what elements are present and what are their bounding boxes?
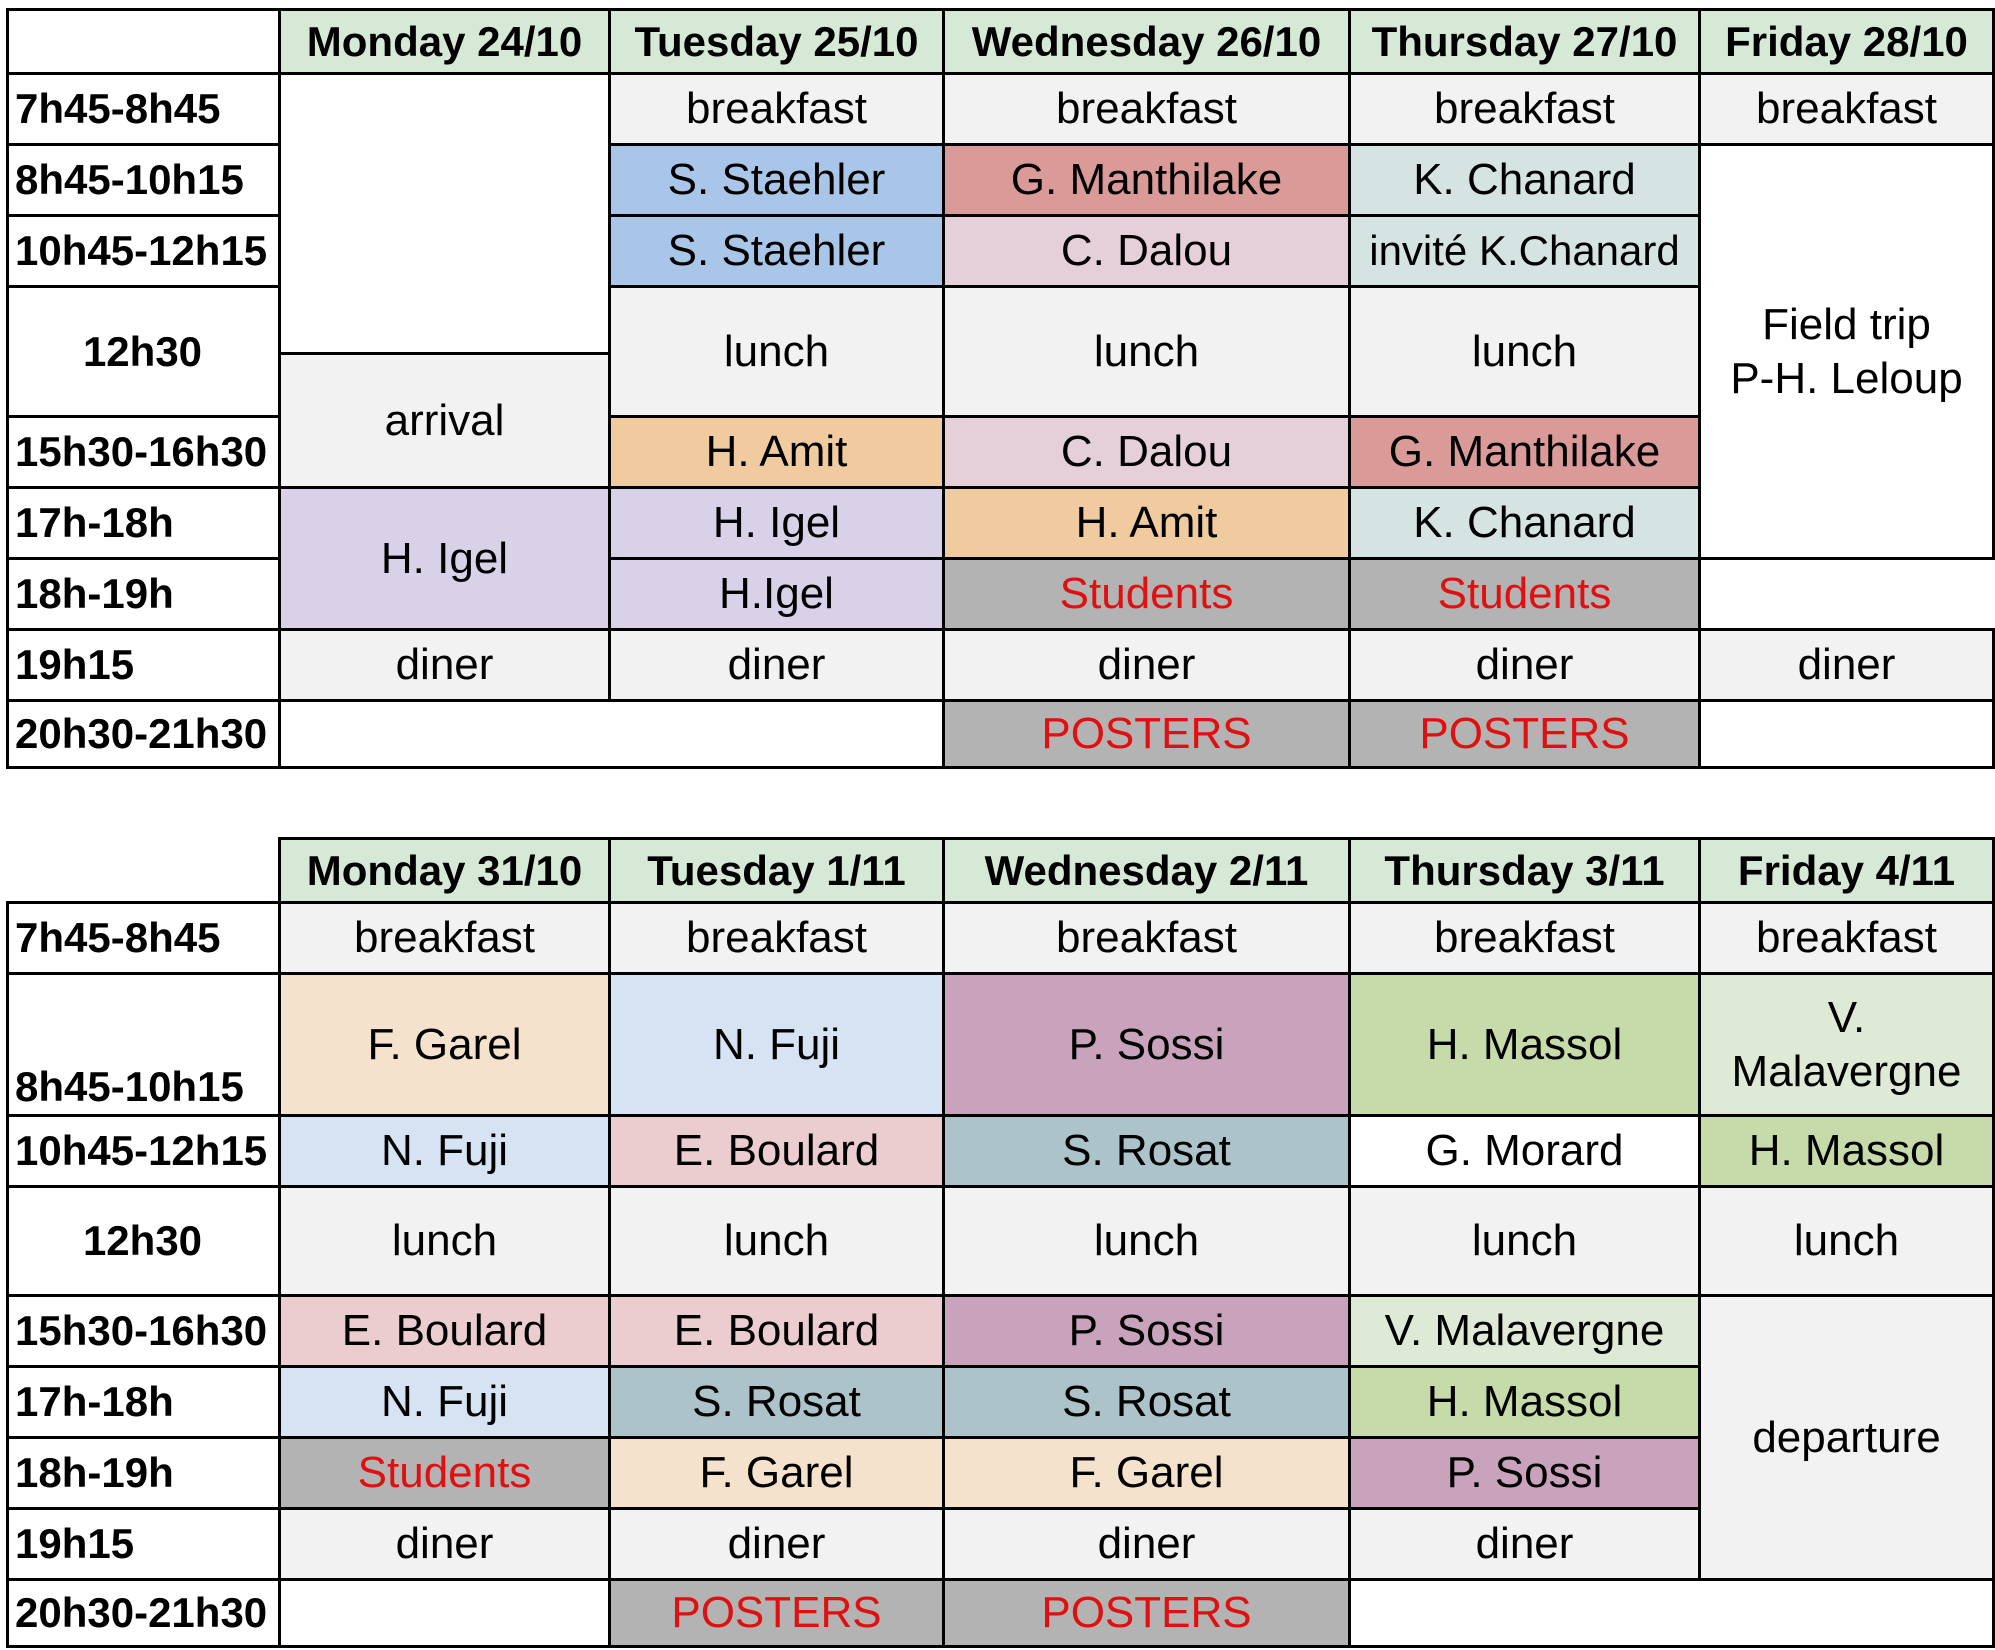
meal-cell: breakfast — [280, 903, 610, 974]
time-slot: 15h30-16h30 — [8, 1296, 280, 1367]
session-cell: C. Dalou — [944, 417, 1350, 488]
session-line: V. — [1827, 992, 1866, 1042]
day-header: Friday 28/10 — [1700, 10, 1994, 74]
session-cell: H. Massol — [1700, 1116, 1994, 1187]
time-row — [8, 1580, 1994, 1647]
field-trip-cell — [1700, 145, 1994, 559]
session-cell: G. Manthilake — [1350, 417, 1700, 488]
session-cell: K. Chanard — [1350, 488, 1700, 559]
meal-cell: lunch — [1350, 287, 1700, 417]
meal-cell: diner — [610, 630, 944, 701]
session-cell: P. Sossi — [944, 1296, 1350, 1367]
meal-cell: breakfast — [610, 74, 944, 145]
meal-cell: diner — [1350, 630, 1700, 701]
empty-slot — [1350, 1580, 1994, 1647]
meal-cell: lunch — [944, 1187, 1350, 1296]
meal-cell: breakfast — [1700, 903, 1994, 974]
time-slot: 10h45-12h15 — [8, 216, 280, 287]
meal-cell: lunch — [1700, 1187, 1994, 1296]
meal-cell: breakfast — [1700, 74, 1994, 145]
time-row — [8, 1116, 1994, 1187]
session-cell: P. Sossi — [944, 974, 1350, 1116]
posters-cell: POSTERS — [944, 701, 1350, 768]
session-cell: H. Igel — [280, 488, 610, 630]
empty-slot — [280, 74, 610, 354]
meal-cell: breakfast — [610, 903, 944, 974]
session-cell: H.Igel — [610, 559, 944, 630]
meal-cell: lunch — [944, 287, 1350, 417]
day-header-row — [8, 10, 1994, 74]
time-slot: 20h30-21h30 — [8, 701, 280, 768]
time-row — [8, 488, 1994, 559]
day-header: Wednesday 2/11 — [944, 839, 1350, 903]
meal-cell: diner — [944, 630, 1350, 701]
corner-cell — [8, 839, 280, 903]
students-cell: Students — [280, 1438, 610, 1509]
time-slot: 10h45-12h15 — [8, 1116, 280, 1187]
session-cell: F. Garel — [944, 1438, 1350, 1509]
field-trip-leader: P-H. Leloup — [1730, 353, 1963, 403]
posters-cell: POSTERS — [944, 1580, 1350, 1647]
session-cell: S. Staehler — [610, 145, 944, 216]
departure-cell: departure — [1700, 1296, 1994, 1580]
time-slot: 12h30 — [8, 287, 280, 417]
time-slot: 12h30 — [8, 1187, 280, 1296]
session-cell: S. Rosat — [944, 1367, 1350, 1438]
session-line: Malavergne — [1731, 1046, 1962, 1096]
day-header: Tuesday 1/11 — [610, 839, 944, 903]
time-slot: 8h45-10h15 — [8, 145, 280, 216]
field-trip-label: Field trip — [1762, 299, 1931, 349]
meal-cell: breakfast — [1350, 74, 1700, 145]
session-cell: H. Massol — [1350, 1367, 1700, 1438]
meal-cell: breakfast — [1350, 903, 1700, 974]
session-cell: F. Garel — [280, 974, 610, 1116]
meal-cell: breakfast — [944, 74, 1350, 145]
time-slot: 7h45-8h45 — [8, 903, 280, 974]
meal-cell: diner — [610, 1509, 944, 1580]
day-header: Thursday 3/11 — [1350, 839, 1700, 903]
empty-slot — [1700, 701, 1994, 768]
session-cell: P. Sossi — [1350, 1438, 1700, 1509]
day-header: Thursday 27/10 — [1350, 10, 1700, 74]
time-slot: 7h45-8h45 — [8, 74, 280, 145]
time-slot: 15h30-16h30 — [8, 417, 280, 488]
meal-cell: lunch — [280, 1187, 610, 1296]
day-header: Monday 24/10 — [280, 10, 610, 74]
session-cell: H. Amit — [944, 488, 1350, 559]
corner-cell — [8, 10, 280, 74]
time-slot: 8h45-10h15 — [8, 974, 280, 1116]
session-cell: invité K.Chanard — [1350, 216, 1700, 287]
time-slot: 18h-19h — [8, 1438, 280, 1509]
time-row — [8, 1367, 1994, 1438]
session-cell: C. Dalou — [944, 216, 1350, 287]
empty-slot — [280, 701, 944, 768]
time-row — [8, 1187, 1994, 1296]
time-slot: 18h-19h — [8, 559, 280, 630]
session-cell — [1700, 974, 1994, 1116]
meal-cell: lunch — [610, 1187, 944, 1296]
students-cell: Students — [944, 559, 1350, 630]
meal-cell: lunch — [1350, 1187, 1700, 1296]
posters-cell: POSTERS — [1350, 701, 1700, 768]
meal-cell: breakfast — [944, 903, 1350, 974]
day-header: Tuesday 25/10 — [610, 10, 944, 74]
session-cell: H. Massol — [1350, 974, 1700, 1116]
time-slot: 17h-18h — [8, 1367, 280, 1438]
meal-cell: diner — [280, 630, 610, 701]
meal-cell: lunch — [610, 287, 944, 417]
time-row — [8, 74, 1994, 145]
day-header: Friday 4/11 — [1700, 839, 1994, 903]
meal-cell: diner — [944, 1509, 1350, 1580]
schedule-week-1 — [6, 8, 1995, 769]
meal-cell: diner — [1700, 630, 1994, 701]
time-row — [8, 1438, 1994, 1509]
time-row — [8, 630, 1994, 701]
day-header: Wednesday 26/10 — [944, 10, 1350, 74]
session-cell: V. Malavergne — [1350, 1296, 1700, 1367]
session-cell: E. Boulard — [610, 1296, 944, 1367]
session-cell: H. Igel — [610, 488, 944, 559]
time-row — [8, 701, 1994, 768]
session-cell: G. Manthilake — [944, 145, 1350, 216]
session-cell: K. Chanard — [1350, 145, 1700, 216]
session-cell: E. Boulard — [280, 1296, 610, 1367]
time-row — [8, 1509, 1994, 1580]
time-slot: 19h15 — [8, 630, 280, 701]
session-cell: S. Rosat — [610, 1367, 944, 1438]
time-slot: 19h15 — [8, 1509, 280, 1580]
empty-slot — [280, 1580, 610, 1647]
schedule-week-2 — [6, 837, 1995, 1648]
session-cell: H. Amit — [610, 417, 944, 488]
posters-cell: POSTERS — [610, 1580, 944, 1647]
session-cell: E. Boulard — [610, 1116, 944, 1187]
time-slot: 17h-18h — [8, 488, 280, 559]
students-cell: Students — [1350, 559, 1700, 630]
session-cell: G. Morard — [1350, 1116, 1700, 1187]
arrival-cell: arrival — [280, 354, 610, 488]
session-cell: S. Staehler — [610, 216, 944, 287]
session-cell: S. Rosat — [944, 1116, 1350, 1187]
time-row — [8, 1296, 1994, 1367]
session-cell: F. Garel — [610, 1438, 944, 1509]
time-row — [8, 903, 1994, 974]
day-header-row — [8, 839, 1994, 903]
session-cell: N. Fuji — [280, 1116, 610, 1187]
time-slot: 20h30-21h30 — [8, 1580, 280, 1647]
meal-cell: diner — [280, 1509, 610, 1580]
time-row — [8, 974, 1994, 1116]
session-cell: N. Fuji — [610, 974, 944, 1116]
day-header: Monday 31/10 — [280, 839, 610, 903]
meal-cell: diner — [1350, 1509, 1700, 1580]
session-cell: N. Fuji — [280, 1367, 610, 1438]
